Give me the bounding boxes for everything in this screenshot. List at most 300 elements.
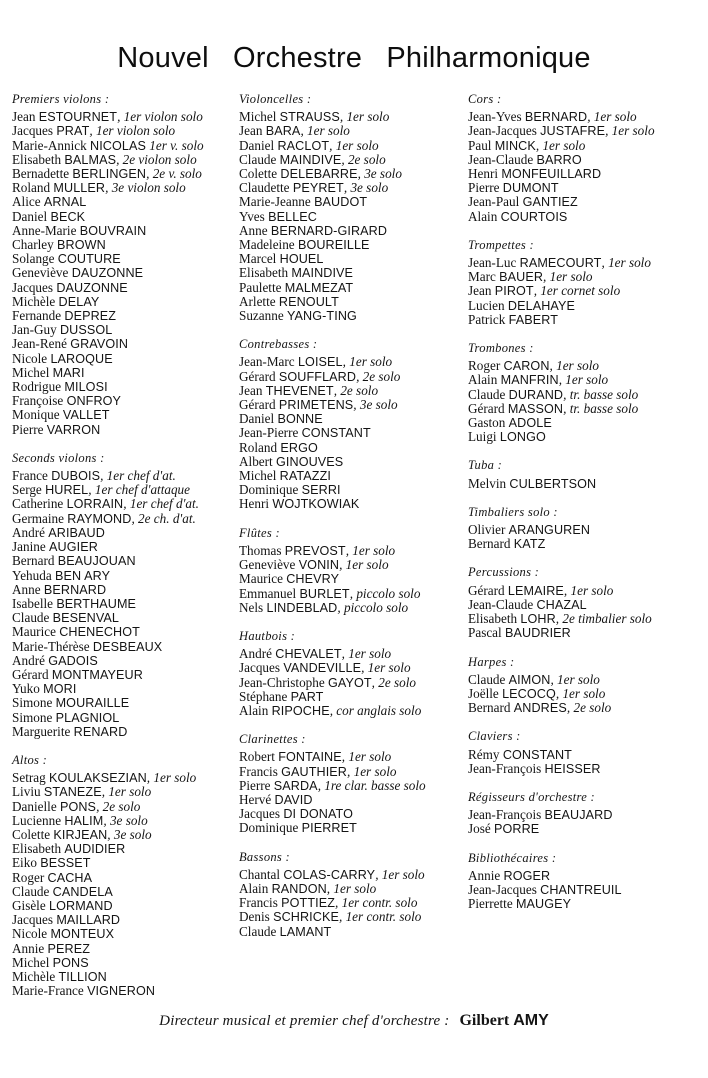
member-given-name: Paul xyxy=(468,137,492,153)
member-entry xyxy=(239,469,426,483)
section-group xyxy=(239,850,426,939)
roster-column-3 xyxy=(468,92,655,925)
member-given-name: Alain xyxy=(468,372,498,388)
member-given-name: Jean xyxy=(239,123,263,139)
member-role: , 2e violon solo xyxy=(116,151,197,167)
member-role: , 2e solo xyxy=(356,368,401,384)
section-group xyxy=(468,505,655,552)
member-surname: RACLOT xyxy=(277,138,330,153)
member-entry xyxy=(12,139,204,153)
member-surname: HUREL xyxy=(45,483,89,498)
member-entry xyxy=(468,124,655,138)
member-entry xyxy=(468,402,655,416)
member-entry xyxy=(239,483,426,497)
member-surname: TILLION xyxy=(58,969,107,984)
member-entry xyxy=(468,584,655,598)
member-given-name: Marie-France xyxy=(12,983,84,999)
section-group xyxy=(468,729,655,776)
member-entry xyxy=(468,537,655,551)
member-given-name: Roger xyxy=(12,869,45,885)
member-given-name: Michel xyxy=(12,364,50,380)
member-surname: AIMON xyxy=(508,672,551,687)
member-entry xyxy=(12,970,204,984)
member-surname: HOUEL xyxy=(279,252,324,267)
member-role: , 1er violon solo xyxy=(89,123,176,139)
section-heading: Premiers violons : xyxy=(12,92,110,106)
member-entry xyxy=(239,355,426,369)
member-entry xyxy=(239,868,426,882)
member-surname: ROGER xyxy=(503,868,551,883)
member-role: , 1er solo xyxy=(300,123,350,139)
member-entry xyxy=(468,416,655,430)
member-entry xyxy=(468,139,655,153)
member-surname: GAUTHIER xyxy=(281,764,347,779)
member-role: , 1er cornet solo xyxy=(533,283,621,299)
page-title: Nouvel Orchestre Philharmonique xyxy=(117,42,591,74)
member-given-name: Rémy xyxy=(468,746,500,762)
member-entry xyxy=(239,910,426,924)
member-entry xyxy=(468,822,655,836)
member-given-name: Jean-François xyxy=(468,807,542,823)
section-group xyxy=(468,790,655,837)
member-entry xyxy=(468,748,655,762)
member-entry xyxy=(12,408,204,422)
member-entry xyxy=(239,704,426,718)
member-given-name: Jean-Luc xyxy=(468,255,517,271)
member-entry xyxy=(12,309,204,323)
member-entry xyxy=(239,266,426,280)
member-surname: COURTOIS xyxy=(500,209,568,224)
member-role: , 3e solo xyxy=(353,397,398,413)
member-entry xyxy=(239,426,426,440)
member-surname: RAMECOURT xyxy=(519,256,602,271)
member-surname: BARA xyxy=(265,124,301,139)
member-entry xyxy=(468,523,655,537)
member-given-name: Annie xyxy=(12,940,45,956)
music-director-given-name: Gilbert xyxy=(459,1012,510,1029)
member-entry xyxy=(239,765,426,779)
member-entry xyxy=(468,284,655,298)
member-surname: BEN ARY xyxy=(55,568,111,583)
member-entry xyxy=(12,771,204,785)
member-role: , piccolo solo xyxy=(337,599,409,615)
member-surname: MINCK xyxy=(494,138,536,153)
member-given-name: Gérard xyxy=(468,582,505,598)
member-given-name: Jean-Jacques xyxy=(468,123,537,139)
member-role: , 1er solo xyxy=(563,582,614,598)
music-director-surname: AMY xyxy=(513,1012,549,1029)
member-role: , 2e v. solo xyxy=(146,166,202,182)
member-given-name: Bernard xyxy=(468,536,511,552)
member-given-name: Jean xyxy=(12,109,36,125)
member-given-name: Geneviève xyxy=(239,557,296,573)
member-given-name: Hervé xyxy=(239,791,272,807)
member-entry xyxy=(239,601,426,615)
member-surname: COLAS-CARRY xyxy=(283,867,376,882)
member-given-name: Bernard xyxy=(12,553,55,569)
member-given-name: Elisabeth xyxy=(12,151,62,167)
member-entry xyxy=(239,821,426,835)
member-given-name: Jan-Guy xyxy=(12,322,57,338)
member-surname: LEMAIRE xyxy=(507,583,564,598)
member-surname: CHEVALET xyxy=(275,647,342,662)
member-given-name: Liviu xyxy=(12,784,41,800)
member-surname: BAUDOT xyxy=(314,195,368,210)
member-entry xyxy=(468,110,655,124)
member-given-name: Gérard xyxy=(468,400,505,416)
member-entry xyxy=(12,337,204,351)
member-entry xyxy=(12,682,204,696)
member-given-name: Suzanne xyxy=(239,308,284,324)
member-given-name: Michèle xyxy=(12,293,56,309)
member-role: , 1er solo xyxy=(550,671,600,687)
member-surname: RENOULT xyxy=(278,294,339,309)
member-role: , 2e solo xyxy=(96,798,141,814)
member-entry xyxy=(12,181,204,195)
member-surname: CACHA xyxy=(47,870,93,885)
member-entry xyxy=(12,266,204,280)
member-entry xyxy=(239,793,426,807)
member-surname: SOUFFLARD xyxy=(278,369,357,384)
section-heading: Clarinettes : xyxy=(239,732,306,747)
member-surname: RATAZZI xyxy=(279,469,331,484)
member-entry xyxy=(12,785,204,799)
section-heading: Timbaliers solo : xyxy=(468,504,558,519)
member-entry xyxy=(12,224,204,238)
member-surname: PRIMETENS xyxy=(278,398,354,413)
member-entry xyxy=(12,497,204,511)
member-surname: ADOLE xyxy=(508,416,552,431)
member-given-name: Jacques xyxy=(239,660,281,676)
member-surname: ESTOURNET xyxy=(38,110,118,125)
member-surname: DUSSOL xyxy=(59,323,113,338)
member-surname: MAINDIVE xyxy=(291,266,354,281)
member-entry xyxy=(239,558,426,572)
member-entry xyxy=(239,587,426,601)
member-surname: VALLET xyxy=(62,408,110,423)
member-surname: DURAND xyxy=(508,387,564,402)
member-entry xyxy=(12,625,204,639)
member-surname: BERTHAUME xyxy=(56,596,137,611)
member-entry xyxy=(239,750,426,764)
member-given-name: Pierre xyxy=(12,421,44,437)
member-surname: DUMONT xyxy=(502,181,559,196)
member-role: , 2e ch. d'at. xyxy=(131,510,196,526)
section-heading: Tuba : xyxy=(468,458,503,473)
member-entry xyxy=(12,295,204,309)
section-heading: Trombones : xyxy=(468,341,534,356)
member-role: , 2e solo xyxy=(371,674,416,690)
member-surname: YANG-TING xyxy=(286,309,357,324)
member-surname: JUSTAFRE xyxy=(540,124,606,139)
member-surname: CHEVRY xyxy=(286,572,340,587)
member-surname: ANDRES xyxy=(513,701,567,716)
member-given-name: Alain xyxy=(239,702,269,718)
member-surname: MONTEUX xyxy=(50,927,115,942)
member-given-name: Nicole xyxy=(12,926,48,942)
member-given-name: Pierre xyxy=(239,777,271,793)
member-given-name: Yves xyxy=(239,208,265,224)
member-given-name: Daniel xyxy=(239,411,275,427)
member-role: , 3e solo xyxy=(107,826,152,842)
member-surname: PLAGNIOL xyxy=(55,710,120,725)
member-surname: BAUDRIER xyxy=(505,626,571,641)
member-entry xyxy=(239,661,426,675)
member-role: , 1er solo xyxy=(341,749,392,765)
member-entry xyxy=(239,455,426,469)
member-surname: LOISEL xyxy=(297,355,343,370)
member-role: , 1er solo xyxy=(326,880,377,896)
member-role: , 1er solo xyxy=(101,784,152,800)
member-surname: SERRI xyxy=(301,483,341,498)
member-surname: VANDEVILLE xyxy=(283,661,362,676)
member-given-name: Claude xyxy=(239,923,277,939)
member-given-name: Michel xyxy=(239,468,277,484)
member-given-name: Marie-Annick xyxy=(12,137,87,153)
member-role: , tr. basse solo xyxy=(563,386,639,402)
member-surname: CULBERTSON xyxy=(509,476,597,491)
member-given-name: Robert xyxy=(239,749,275,765)
section-group xyxy=(239,92,426,323)
member-given-name: Claude xyxy=(468,671,506,687)
member-role: , 1er solo xyxy=(345,542,396,558)
member-entry xyxy=(468,598,655,612)
member-given-name: Maurice xyxy=(12,624,56,640)
member-role: , 2e solo xyxy=(333,382,379,398)
member-entry xyxy=(239,210,426,224)
member-given-name: Jean-Claude xyxy=(468,596,534,612)
member-surname: PEREZ xyxy=(47,941,91,956)
member-entry xyxy=(468,687,655,701)
section-group xyxy=(468,655,655,716)
member-entry xyxy=(239,153,426,167)
member-entry xyxy=(239,224,426,238)
member-entry xyxy=(12,711,204,725)
member-surname: DELAY xyxy=(58,294,100,309)
member-given-name: Janine xyxy=(12,539,46,555)
member-entry xyxy=(468,612,655,626)
member-given-name: Jean-François xyxy=(468,760,542,776)
member-surname: PEYRET xyxy=(292,181,344,196)
member-given-name: Danielle xyxy=(12,798,57,814)
member-surname: RENARD xyxy=(73,724,128,739)
member-given-name: Elisabeth xyxy=(239,265,289,281)
member-entry xyxy=(239,572,426,586)
member-entry xyxy=(239,281,426,295)
member-role: , 1er solo xyxy=(329,137,379,153)
member-entry xyxy=(12,483,204,497)
member-surname: STANEZE xyxy=(43,785,102,800)
member-entry xyxy=(468,430,655,444)
member-given-name: Roger xyxy=(468,358,501,374)
member-entry xyxy=(239,110,426,124)
section-group xyxy=(239,526,426,615)
member-given-name: Rodrigue xyxy=(12,379,62,395)
member-entry xyxy=(468,673,655,687)
member-given-name: Charley xyxy=(12,237,54,253)
member-surname: BROWN xyxy=(57,238,106,253)
member-surname: DELAHAYE xyxy=(507,298,575,313)
member-given-name: Luigi xyxy=(468,429,497,445)
member-given-name: Jacques xyxy=(239,806,281,822)
section-heading: Violoncelles : xyxy=(239,92,312,106)
member-role: , 2e solo xyxy=(566,700,612,716)
member-surname: PART xyxy=(290,689,324,704)
member-entry xyxy=(12,583,204,597)
member-given-name: Stéphane xyxy=(239,688,288,704)
member-entry xyxy=(468,626,655,640)
member-surname: BESENVAL xyxy=(52,611,120,626)
member-given-name: France xyxy=(12,468,48,484)
member-surname: NICOLAS xyxy=(90,138,146,153)
member-surname: CONSTANT xyxy=(301,426,371,441)
member-entry xyxy=(12,110,204,124)
member-entry xyxy=(468,181,655,195)
member-entry xyxy=(12,540,204,554)
member-surname: ONFROY xyxy=(66,394,122,409)
member-surname: THEVENET xyxy=(265,383,334,398)
member-entry xyxy=(239,807,426,821)
member-surname: LAROQUE xyxy=(50,351,113,366)
member-given-name: Jean xyxy=(239,382,263,398)
member-given-name: Alain xyxy=(239,880,269,896)
member-surname: DAUZONNE xyxy=(56,280,128,295)
member-role: , 1er solo xyxy=(361,660,411,676)
member-entry xyxy=(12,800,204,814)
member-entry xyxy=(12,654,204,668)
member-given-name: Daniel xyxy=(12,208,48,224)
member-entry xyxy=(468,808,655,822)
member-given-name: Chantal xyxy=(239,866,281,882)
member-surname: CARON xyxy=(503,359,550,374)
member-role: , 1er solo xyxy=(543,269,593,285)
member-given-name: Gérard xyxy=(239,368,276,384)
member-given-name: Fernande xyxy=(12,308,62,324)
member-surname: MANFRIN xyxy=(500,373,559,388)
member-entry xyxy=(239,167,426,181)
member-entry xyxy=(12,526,204,540)
member-given-name: Colette xyxy=(239,166,278,182)
member-given-name: Thomas xyxy=(239,542,282,558)
member-given-name: Jean-René xyxy=(12,336,67,352)
member-given-name: Pierrette xyxy=(468,896,513,912)
member-given-name: Françoise xyxy=(12,393,64,409)
member-given-name: Jean-Marc xyxy=(239,354,295,370)
member-role: , 1er solo xyxy=(342,354,393,370)
member-given-name: Simone xyxy=(12,695,53,711)
member-given-name: Henri xyxy=(239,496,270,512)
member-surname: BERLINGEN xyxy=(72,167,147,182)
member-surname: ARNAL xyxy=(43,195,87,210)
member-role: , 1er solo xyxy=(347,763,397,779)
member-surname: MONTMAYEUR xyxy=(51,667,143,682)
member-surname: CONSTANT xyxy=(502,747,572,762)
member-entry xyxy=(12,885,204,899)
member-given-name: Simone xyxy=(12,709,53,725)
member-given-name: Jacques xyxy=(12,279,54,295)
member-role: , 1er solo xyxy=(605,123,655,139)
member-entry xyxy=(12,153,204,167)
member-surname: WOJTKOWIAK xyxy=(272,497,360,512)
section-group xyxy=(468,341,655,444)
member-role: , 3e violon solo xyxy=(105,180,186,196)
member-entry xyxy=(12,696,204,710)
member-given-name: Jean-Jacques xyxy=(468,881,537,897)
member-surname: ARIBAUD xyxy=(48,525,105,540)
section-heading: Contrebasses : xyxy=(239,337,318,352)
member-entry xyxy=(239,370,426,384)
member-surname: PIROT xyxy=(494,284,534,299)
member-entry xyxy=(12,124,204,138)
section-heading: Trompettes : xyxy=(468,237,534,252)
member-given-name: Francis xyxy=(239,895,278,911)
member-given-name: Colette xyxy=(12,826,51,842)
member-entry xyxy=(239,384,426,398)
member-entry xyxy=(12,899,204,913)
member-surname: MOURAILLE xyxy=(55,696,130,711)
member-entry xyxy=(12,814,204,828)
member-surname: VONIN xyxy=(298,558,340,573)
member-given-name: Anne xyxy=(239,222,268,238)
member-entry xyxy=(12,323,204,337)
member-given-name: Lucien xyxy=(468,297,505,313)
member-entry xyxy=(12,725,204,739)
member-surname: HALIM xyxy=(64,813,104,828)
member-role: , 1er solo xyxy=(339,109,390,125)
member-given-name: Anne-Marie xyxy=(12,222,77,238)
section-heading: Bassons : xyxy=(239,849,290,864)
member-surname: PRAT xyxy=(56,124,90,139)
member-entry xyxy=(12,210,204,224)
member-given-name: Nicole xyxy=(12,350,48,366)
member-role: , 1er solo xyxy=(375,866,425,882)
member-surname: LORMAND xyxy=(49,898,113,913)
member-given-name: André xyxy=(239,646,272,662)
member-surname: STRAUSS xyxy=(279,110,340,125)
section-group xyxy=(239,732,426,835)
member-surname: MULLER xyxy=(53,181,106,196)
member-surname: LECOCQ xyxy=(502,686,556,701)
member-entry xyxy=(468,313,655,327)
member-given-name: Isabelle xyxy=(12,595,54,611)
member-surname: KIRJEAN xyxy=(53,827,108,842)
member-surname: DEPREZ xyxy=(64,309,117,324)
member-entry xyxy=(239,309,426,323)
member-entry xyxy=(239,497,426,511)
member-entry xyxy=(239,398,426,412)
member-given-name: Pierre xyxy=(468,180,500,196)
section-heading: Régisseurs d'orchestre : xyxy=(468,789,595,804)
member-given-name: Jean-Claude xyxy=(468,151,534,167)
member-given-name: José xyxy=(468,821,491,837)
member-given-name: Nels xyxy=(239,599,264,615)
member-entry xyxy=(12,856,204,870)
member-given-name: Gisèle xyxy=(12,897,46,913)
section-group xyxy=(468,238,655,327)
member-surname: POTTIEZ xyxy=(281,896,335,911)
member-entry xyxy=(468,701,655,715)
member-entry xyxy=(468,210,655,224)
member-entry xyxy=(12,238,204,252)
member-surname: VARRON xyxy=(46,422,101,437)
member-surname: LAMANT xyxy=(279,924,332,939)
member-role: , 1er solo xyxy=(549,358,599,374)
member-entry xyxy=(12,512,204,526)
section-heading: Percussions : xyxy=(468,565,540,580)
member-surname: DESBEAUX xyxy=(92,639,163,654)
member-surname: VIGNERON xyxy=(87,984,156,999)
member-surname: GAYOT xyxy=(328,675,372,690)
